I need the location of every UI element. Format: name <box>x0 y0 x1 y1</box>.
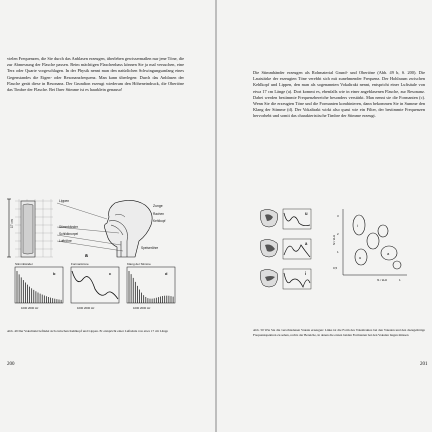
vowel-row-a <box>260 239 311 259</box>
page-number-left: 200 <box>7 362 15 367</box>
label-c: c <box>109 271 112 276</box>
tick-1: 1 <box>337 250 339 254</box>
label-schildknorpel: Schildknorpel <box>59 232 79 236</box>
label-speiseroehre: Speiseröhre <box>141 246 159 250</box>
vowel-svg <box>257 205 427 305</box>
right-body-text: Die Stimmbänder erzeugen als Rohmaterial Grund- und Obertöne (Abb. 49 b, S. 200). Die Lautstärke der erzeugten Töne verebbt sich mit zunehmender Frequenz. Der Hohlraum zwischen Kehlkopf und Lippen, den man als sogenannten Vokaltrakt nennt, entspricht einer Luftsäule von etwa 17 cm Länge (a). Dort kommt es, ebenfalls wie in einer angeblasenen Flasche, zur Resonanz. Dabei werden bestimmte Frequenzbereiche besonders verstärkt. Man nennt sie die Formanten (c). Wenn Sie die erzeugten Töne und die Formanten kombinieren, dann bekommen Sie in Summe den Klang der Stimme (d). Der Vokaltrakt wirkt also quasi wie ein Filter, der bestimmte Frequenzen hervorhebt und somit das charakteristische Timbre der Stimme erzeugt. <box>253 70 425 118</box>
left-page <box>0 0 215 432</box>
tick-2: 2 <box>337 232 339 236</box>
vocal-tract-svg <box>5 195 195 315</box>
label-a: a <box>85 253 88 259</box>
formant-chart <box>332 209 407 282</box>
label-kehlkopf: Kehlkopf <box>153 219 166 223</box>
vowel-u-label: u <box>305 211 308 216</box>
chart-label-u: u <box>359 255 362 260</box>
vowel-figure <box>257 205 427 305</box>
tick-05: 0,5 <box>333 266 338 270</box>
tick-x1: 1 <box>399 278 401 282</box>
label-zunge: Zunge <box>153 204 163 208</box>
right-page <box>217 0 432 432</box>
chart-label-a: a <box>387 251 390 256</box>
vowel-a-label: a <box>305 241 308 246</box>
graph1-title: Stimmbänder <box>15 262 33 266</box>
label-lippen: Lippen <box>59 199 70 203</box>
vowel-row-i <box>260 269 311 289</box>
freq-right: 1000 2000 Hz <box>133 306 151 310</box>
vocal-tract-figure <box>5 195 195 315</box>
label-luftroehre: Luftröhre <box>59 239 72 243</box>
label-b: b <box>53 271 56 276</box>
spectra-graphs <box>15 262 175 310</box>
vowel-i-label: i <box>305 271 307 276</box>
page-number-right: 201 <box>420 362 428 367</box>
scale-label: 17 cm <box>10 219 14 228</box>
right-caption: Abb. 50 Wie Sie die verschiedenen Vokale erzeugen: Links ist die Form des Vokaltraktes bei den Vokalen und den dazugehörige Frequenzspektren zu sehen, rechts der Bereiche, in denen die ersten beiden Formanten bei den Vokalen liegen müssen <box>253 328 425 337</box>
freq-mid: 1000 2000 Hz <box>77 306 95 310</box>
vocal-tract-drawing <box>7 199 166 259</box>
left-body-text: vielen Frequenzen, die Sie durch das Anblasen erzeugen, überleben gewissermaßen nur jene Töne, die zur Abmessung der Flasche passen. Beim mächtigen Flaschenbass können Sie ja mal versuchen, eine Terz oder Quarte vorgeschlagen. In der Physik nennt man den natürlichen Schwingungsanfang eines Gegenstandes die Eigen- oder Resonanzfrequenz. Man kann überlegen: Durch das Anblasen der Flasche gerät diese in Resonanz. Der Grundton erzeugt wiederum den Höheneindruck, die Obertöne das Timbre der Flasche. Bei Ihrer Stimme ist es haarklein genauso! <box>7 56 184 92</box>
graph3-title: Klang der Stimme <box>127 262 151 266</box>
chart-label-i: i <box>357 223 358 228</box>
label-d: d <box>165 271 168 276</box>
left-caption: Abb. 49 Der Vokaltrakt befindet sich zwischen Kehlkopf und Lippen. Er entspricht einer Luftsäule von etwa 17 cm Länge <box>7 329 169 334</box>
label-rachen: Rachen <box>153 212 164 216</box>
tick-3: 3 <box>337 214 339 218</box>
axis-y-label: f2 / kHz <box>332 234 336 245</box>
label-stimmbaender: Stimmbänder <box>59 225 78 229</box>
freq-left: 1000 2000 Hz <box>21 306 39 310</box>
graph2-title: Formantzone <box>71 262 89 266</box>
vowel-row-u <box>260 209 311 229</box>
axis-x-label: f1 / kHz <box>377 278 388 282</box>
